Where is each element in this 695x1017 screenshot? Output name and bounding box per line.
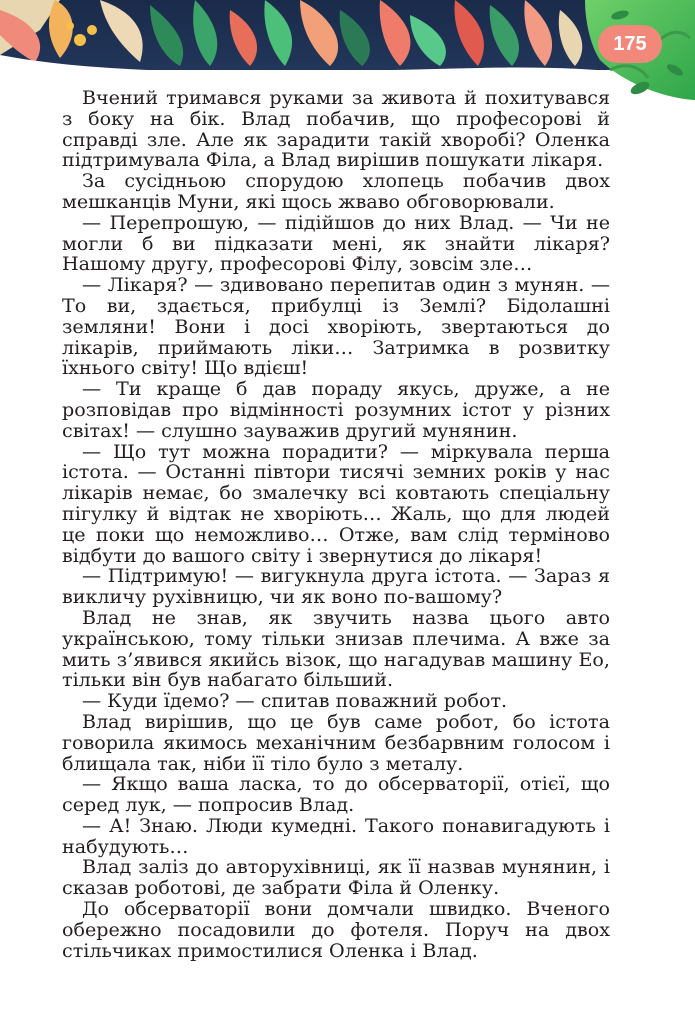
paragraph: — Підтримую! — вигукнула друга істота. — Зараз я викличу рухівницю, чи як воно по-вашому? bbox=[62, 564, 610, 609]
paragraph: — Лікаря? — здивовано перепитав один з мунян. — То ви, здається, прибулці із Землі? Бідолашні земляни! Вони і досі хворіють, звертаються до лікарів, приймають ліки… Затримка в розвитку їхнього світу! Що вдієш! bbox=[62, 273, 610, 380]
paragraph: Влад вирішив, що це був саме робот, бо істота говорила якимось механічним безбарвним голосом і блищала так, ніби її тіло було з металу. bbox=[62, 709, 610, 775]
paragraph: За сусідньою спорудою хлопець побачив двох мешканців Муни, які щось жваво обговорювали. bbox=[62, 169, 610, 213]
paragraph: Вчений тримався руками за живота й похитувався з боку на бік. Влад побачив, що професорові й справді зле. Але як зарадити такій хворобі? Оленка підтримувала Філа, а Влад вирішив пошукати лікаря. bbox=[62, 86, 610, 172]
paragraph: — Якщо ваша ласка, то до обсерваторії, отієї, що серед лук, — попросив Влад. bbox=[62, 772, 610, 817]
story-text bbox=[62, 88, 610, 961]
paragraph: Влад заліз до авторухівниці, як її назвав мунянин, і сказав роботові, де забрати Філа й Оленку. bbox=[62, 855, 610, 900]
paragraph: До обсерваторії вони домчали швидко. Вченого обережно посадовили до фотеля. Поруч на двох стільчиках примостилися Оленка і Влад. bbox=[62, 897, 610, 962]
paragraph: — Куди їдемо? — спитав поважний робот. bbox=[82, 689, 508, 713]
paragraph: — А! Знаю. Люди кумедні. Такого понавигадують і набудують… bbox=[62, 813, 610, 858]
paragraph: — Що тут можна порадити? — міркувала перша істота. — Останні півтори тисячі земних років у нас лікарів немає, бо змалечку всі ковтають спеціальну пігулку й відтак не хворіють… Жаль, що для людей це поки що неможливо… Отже, вам слід терміново відбути до вашого світу і звернутися до лікаря! bbox=[62, 439, 610, 567]
page-number-badge: 175 bbox=[598, 25, 662, 63]
paragraph: — Перепрошую, — підійшов до них Влад. — Чи не могли б ви підказати мені, як знайти лікаря? Нашому другу, професорові Філу, зовсім зле… bbox=[62, 210, 610, 276]
paragraph: — Ти краще б дав пораду якусь, друже, а не розповідав про відмінності розумних істот у різних світах! — слушно зауважив другий мунянин. bbox=[62, 377, 610, 442]
paragraph: Влад не знав, як звучить назва цього авто українською, тому тільки знизав плечима. А вже за мить з’явився якийсь візок, що нагадував машину Ео, тільки він був набагато більший. bbox=[62, 605, 610, 692]
